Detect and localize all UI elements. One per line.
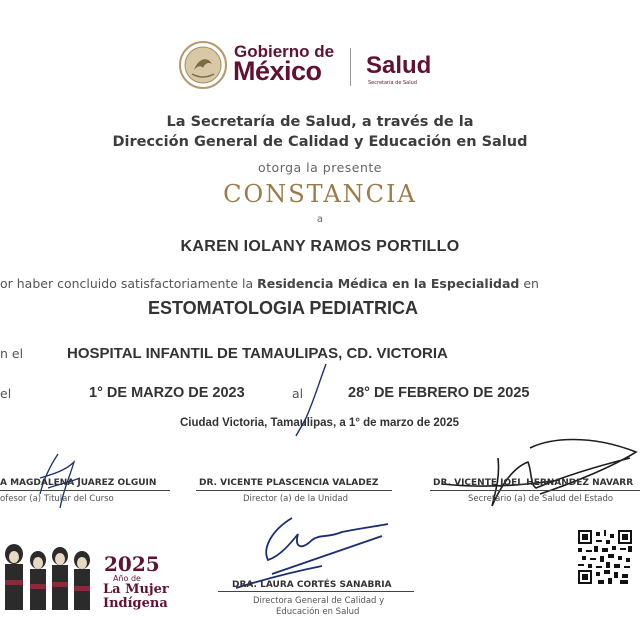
dept-subtitle: Secretaría de Salud bbox=[368, 80, 417, 86]
gov-line2: México bbox=[233, 56, 322, 86]
signature-4-role-line2: Educación en Salud bbox=[276, 607, 360, 617]
signature-4-name: DRA. LAURA CORTÉS SANABRIA bbox=[232, 580, 392, 590]
qr-code-icon bbox=[578, 530, 632, 584]
reason-suffix: en bbox=[523, 276, 539, 291]
signature-3-line bbox=[430, 490, 640, 491]
gov-line1: Gobierno de bbox=[234, 42, 335, 61]
signature-2-name: DR. VICENTE PLASCENCIA VALADEZ bbox=[199, 478, 379, 488]
intro-line2: Dirección General de Calidad y Educación en Salud bbox=[112, 134, 528, 150]
footer-year-sub: Año de bbox=[113, 574, 141, 583]
intro-line1: La Secretaría de Salud, a través de la bbox=[166, 114, 474, 130]
grants-text: otorga la presente bbox=[258, 160, 382, 175]
footer-line3: Indígena bbox=[103, 596, 168, 611]
reason-bold: Residencia Médica en la Especialidad bbox=[257, 276, 520, 291]
national-seal-icon bbox=[178, 40, 228, 90]
dept-name: Salud bbox=[366, 52, 432, 79]
header-divider bbox=[350, 48, 351, 86]
reason-prefix: or haber concluido satisfactoriamente la bbox=[0, 276, 254, 291]
document-title: CONSTANCIA bbox=[223, 180, 417, 208]
reason-line bbox=[0, 276, 539, 291]
recipient-name: KAREN IOLANY RAMOS PORTILLO bbox=[180, 238, 460, 255]
to-text: a bbox=[316, 214, 324, 225]
footer-line2: La Mujer bbox=[103, 582, 169, 597]
signature-3 bbox=[440, 428, 640, 518]
from-label: el bbox=[0, 386, 12, 401]
signature-4-role-line1: Directora General de Calidad y bbox=[253, 596, 385, 606]
signature-3-name: DR. VICENTE JOEL HERNANDEZ NAVARR bbox=[433, 478, 634, 488]
place-date: Ciudad Victoria, Tamaulipas, a 1° de marzo de 2025 bbox=[180, 417, 459, 429]
specialty: ESTOMATOLOGIA PEDIATRICA bbox=[148, 298, 419, 318]
signature-1-name: A MAGDALENA JUAREZ OLGUIN bbox=[0, 478, 157, 488]
footer-year: 2025 bbox=[104, 552, 160, 576]
signature-2-role: Director (a) de la Unidad bbox=[243, 494, 348, 504]
indigenous-women-illustration bbox=[0, 540, 98, 610]
in-label: n el bbox=[0, 346, 24, 361]
hospital-name: HOSPITAL INFANTIL DE TAMAULIPAS, CD. VICTORIA bbox=[67, 345, 448, 362]
until-label: al bbox=[292, 386, 304, 401]
government-header bbox=[178, 38, 468, 94]
signature-1-role: ofesor (a) Titular del Curso bbox=[0, 494, 114, 504]
signature-4-line bbox=[218, 591, 414, 592]
signature-stroke bbox=[290, 360, 340, 440]
signature-2-line bbox=[196, 490, 392, 491]
start-date: 1° DE MARZO DE 2023 bbox=[89, 385, 245, 401]
signature-1-line bbox=[0, 490, 170, 491]
end-date: 28° DE FEBRERO DE 2025 bbox=[348, 385, 530, 401]
signature-3-role: Secretario (a) de Salud del Estado bbox=[468, 494, 614, 504]
